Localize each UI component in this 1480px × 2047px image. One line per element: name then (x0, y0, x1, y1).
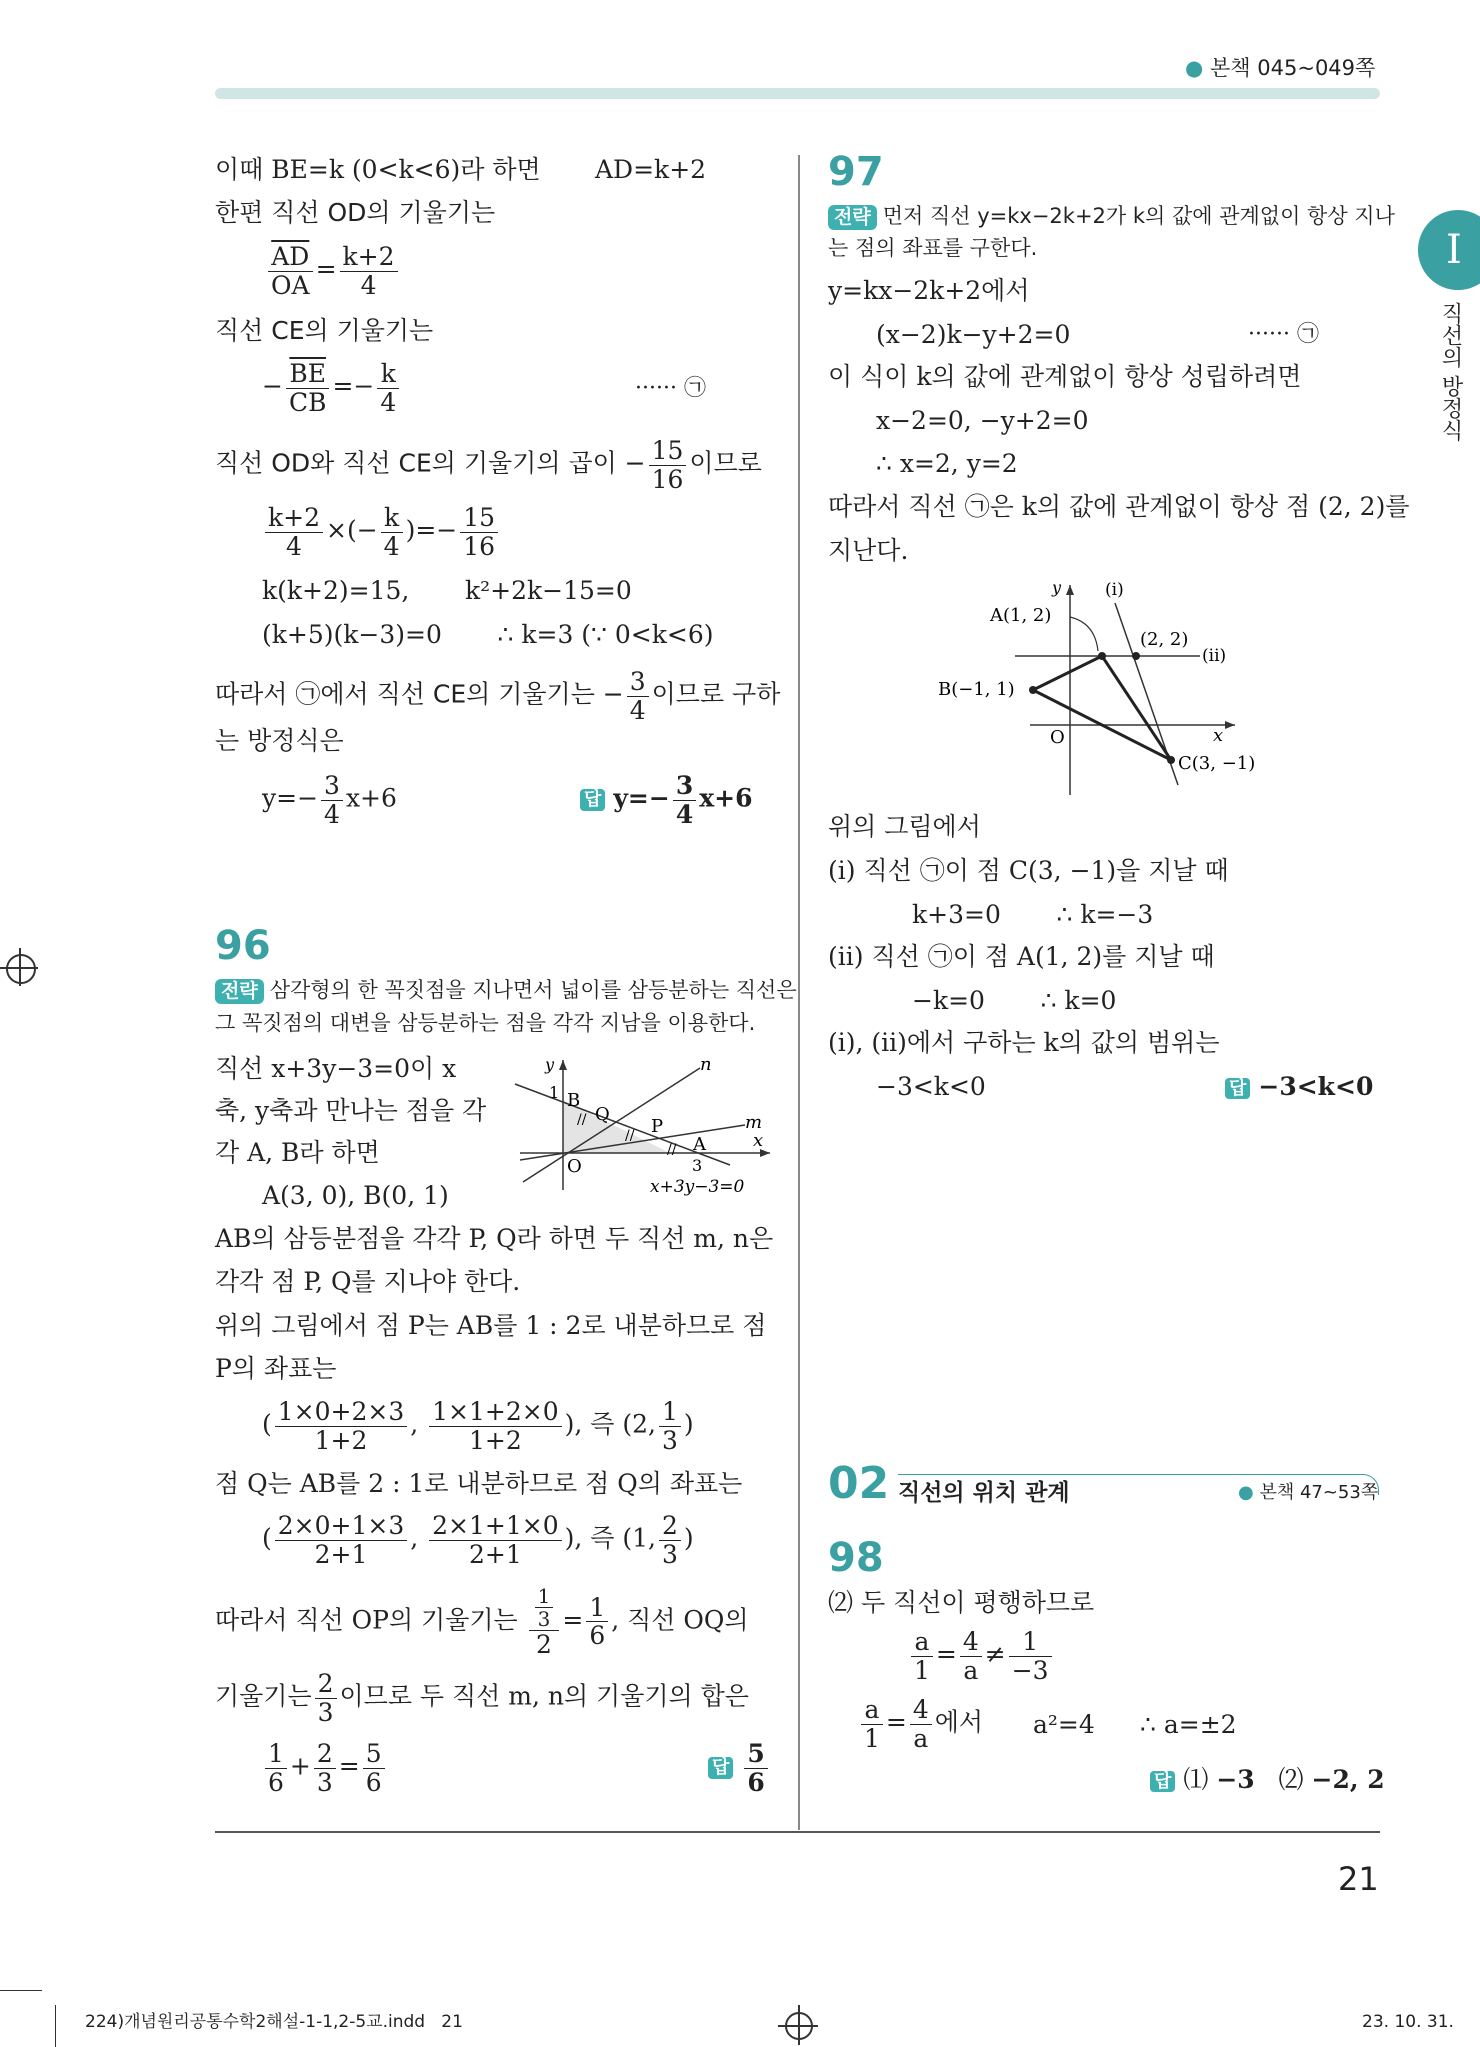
p96-text-5: AB의 삼등분점을 각각 P, Q라 하면 두 직선 m, n은 (215, 1224, 774, 1253)
p97-text-2: (x−2)k−y+2=0 (876, 320, 1071, 349)
parallel-condition: $\frac{a}{1}$ = $\frac{4}{a}$ ≠ $\frac{1}{-3}$ (908, 1628, 1055, 1684)
bottom-rule (215, 1831, 1380, 1833)
answer-96: 답 $\frac{5}{6}$ (708, 1740, 771, 1796)
header-ref-text: 본책 045~049쪽 (1210, 56, 1376, 80)
slope-sum: $\frac{1}{6}$ + $\frac{2}{3}$ = $\frac{5}{6}$ (262, 1740, 388, 1796)
section-number: 02 (828, 1458, 890, 1509)
final-equation: y=− $\frac{3}{4}$ x+6 (262, 771, 397, 829)
x-arrow-icon (1225, 721, 1235, 729)
footer-date: 23. 10. 31. (1362, 2012, 1454, 2032)
p96-text-10: 따라서 직선 OP의 기울기는 $\frac{\frac{1}{3}}{2}$ = $\frac{1}{6}$ , 직선 OQ의 (215, 1584, 749, 1659)
fig96-three: 3 (692, 1156, 703, 1175)
p98-solve: $\frac{a}{1}$ = $\frac{4}{a}$ 에서 (858, 1696, 983, 1752)
left-line-1: 이때 BE=k (0<k<6)라 하면 (215, 155, 541, 184)
chapter-title: 직선의 방정식 (1438, 302, 1463, 441)
crop-mark (0, 1990, 42, 1991)
p97-text-14: −3<k<0 (876, 1072, 986, 1101)
header-rule (215, 88, 1380, 99)
p97-strategy-2: 는 점의 좌표를 구한다. (828, 236, 1038, 260)
fig97-i: (i) (1105, 580, 1124, 600)
p96-strategy-2: 그 꼭짓점의 대변을 삼등분하는 점을 각각 지남을 이용한다. (215, 1011, 756, 1035)
p97-text-5: ∴ x=2, y=2 (876, 449, 1018, 478)
left-line-2: 한편 직선 OD의 기울기는 (215, 198, 496, 227)
p96-text-9: 점 Q는 AB를 2 : 1로 내분하므로 점 Q의 좌표는 (215, 1469, 743, 1498)
p97-text-7: 지난다. (828, 536, 909, 565)
point-q-coords: ( $\frac{2\times 0+1\times 3}{2+1}$ , $\frac{2\times 1+1\times 0}{2+1}$ ), 즉 (1, $\frac{2}{3}$ ) (262, 1511, 694, 1569)
fig96-one: 1 (549, 1083, 560, 1102)
p96-text-7: 위의 그림에서 점 P는 AB를 1 : 2로 내분하므로 점 (215, 1311, 767, 1340)
fig96-x: x (753, 1130, 764, 1151)
y-arrow-icon (559, 1060, 567, 1070)
p97-mark: ······ ㉠ (1248, 322, 1319, 347)
p97-text-11: (ii) 직선 ㉠이 점 A(1, 2)를 지날 때 (828, 942, 1215, 971)
fig97-ii: (ii) (1202, 646, 1227, 666)
strategy-tag: 전략 (828, 205, 877, 230)
equation-2: k(k+2)=15, k²+2k−15=0 (262, 576, 632, 605)
p96-text-2: 축, y축과 만나는 점을 각 (215, 1096, 487, 1125)
p96-text-6: 각각 점 P, Q를 지나야 한다. (215, 1267, 521, 1296)
p96-strategy-1: 전략 삼각형의 한 꼭짓점을 지나면서 넓이를 삼등분하는 직선은 (215, 978, 797, 1004)
fig97-O: O (1050, 727, 1065, 748)
fig97-C: C(3, −1) (1178, 753, 1256, 774)
p97-text-13: (i), (ii)에서 구하는 k의 값의 범위는 (828, 1028, 1220, 1057)
p98-text-3: a²=4 (1033, 1710, 1095, 1739)
fig96-line: x+3y−3=0 (650, 1177, 745, 1197)
p97-text-3: 이 식이 k의 값에 관계없이 항상 성립하려면 (828, 362, 1302, 391)
fig96-B: B (567, 1090, 581, 1111)
bullet-icon: ● (1185, 56, 1204, 80)
tick-mark: // (625, 1128, 635, 1144)
point-c (1167, 756, 1175, 764)
point-22 (1132, 652, 1140, 660)
p97-text-1: y=kx−2k+2에서 (828, 276, 1030, 305)
p97-text-4: x−2=0, −y+2=0 (876, 406, 1089, 435)
section-ref-text: 본책 47~53쪽 (1259, 1482, 1379, 1503)
answer-95: 답 y=− $\frac{3}{4}$ x+6 (580, 772, 752, 828)
answer-97: 답 −3<k<0 (1225, 1072, 1373, 1102)
left-line-1b: AD=k+2 (595, 155, 707, 184)
y-arrow-icon (1066, 585, 1074, 595)
fig96-m: m (745, 1112, 763, 1133)
equation-3: (k+5)(k−3)=0 ∴ k=3 (∵ 0<k<6) (262, 620, 714, 649)
p96-text-3: 각 A, B라 하면 (215, 1138, 380, 1167)
answer-98: 답 ⑴ −3 ⑵ −2, 2 (1150, 1765, 1385, 1795)
footer-file: 224)개념원리공통수학2해설-1-1,2-5교.indd 21 (85, 2012, 463, 2032)
p96-text-11: 기울기는 $\frac{2}{3}$ 이므로 두 직선 m, n의 기울기의 합은 (215, 1669, 749, 1727)
section-ref (1238, 1482, 1378, 1504)
slope-od: $\frac{\overline{AD}}{OA}$ = $\frac{k+2}{4}$ (265, 243, 401, 299)
strategy-tag: 전략 (215, 979, 264, 1004)
page-number: 21 (1338, 1860, 1379, 1898)
header-ref (1185, 56, 1375, 81)
point-b (1029, 686, 1037, 694)
registration-cross-v (19, 948, 21, 986)
section-title: 직선의 위치 관계 (898, 1480, 1070, 1506)
registration-mark-icon (6, 954, 36, 984)
p96-text-8: P의 좌표는 (215, 1354, 337, 1383)
column-divider (798, 155, 800, 1830)
fig97-P: (2, 2) (1140, 629, 1189, 650)
left-line-5: 따라서 ㉠에서 직선 CE의 기울기는 − $\frac{3}{4}$ 이므로 구하 (215, 667, 781, 725)
problem-96-number: 96 (215, 923, 271, 969)
p97-text-8: 위의 그림에서 (828, 812, 981, 841)
figure-96 (505, 1050, 775, 1200)
product-equation: $\frac{k+2}{4}$ ×(− $\frac{k}{4}$ )=− $\frac{15}{16}$ (262, 504, 501, 560)
fig96-P: P (651, 1116, 664, 1137)
tick-mark: // (667, 1142, 677, 1158)
p98-text-4: ∴ a=±2 (1140, 1710, 1237, 1739)
fig97-B: B(−1, 1) (938, 679, 1015, 700)
point-a (1098, 652, 1106, 660)
problem-97-number: 97 (828, 149, 884, 195)
fig96-O: O (567, 1156, 582, 1177)
point-p-coords: ( $\frac{1\times 0+2\times 3}{1+2}$ , $\frac{1\times 1+2\times 0}{1+2}$ ), 즉 (2, $\frac{1}{3}$ ) (262, 1397, 694, 1455)
fig97-A: A(1, 2) (990, 605, 1052, 626)
fig96-y: y (545, 1055, 555, 1074)
fig97-x: x (1213, 725, 1224, 746)
segment-ac (1102, 656, 1171, 760)
left-line-4: 직선 OD와 직선 CE의 기울기의 곱이 − $\frac{15}{16}$ 이므로 (215, 436, 762, 494)
p96-text-4: A(3, 0), B(0, 1) (262, 1181, 449, 1210)
segment-ab (1033, 656, 1102, 690)
p97-text-6: 따라서 직선 ㉠은 k의 값에 관계없이 항상 점 (2, 2)를 (828, 492, 1410, 521)
p97-text-9: (i) 직선 ㉠이 점 C(3, −1)을 지날 때 (828, 856, 1229, 885)
p97-strategy-1: 전략 먼저 직선 y=kx−2k+2가 k의 값에 관계없이 항상 지나 (828, 204, 1395, 230)
p97-text-12: −k=0 ∴ k=0 (912, 986, 1117, 1015)
chapter-number: I (1446, 227, 1462, 273)
fig96-A: A (693, 1134, 706, 1155)
bullet-icon: ● (1238, 1482, 1254, 1503)
figure-97 (930, 575, 1280, 805)
left-line-6: 는 방정식은 (215, 726, 344, 755)
problem-98-number: 98 (828, 1535, 884, 1581)
left-line-3: 직선 CE의 기울기는 (215, 316, 434, 345)
p98-text-1: ⑵ 두 직선이 평행하므로 (828, 1588, 1095, 1617)
crop-mark (55, 2005, 56, 2047)
fig97-y: y (1052, 578, 1062, 597)
tick-mark: // (577, 1112, 587, 1128)
p97-text-10: k+3=0 ∴ k=−3 (912, 900, 1154, 929)
registration-cross-v (798, 2005, 800, 2045)
p96-text-1: 직선 x+3y−3=0이 x (215, 1054, 457, 1083)
fig96-n: n (700, 1054, 712, 1075)
mark-1: ······ ㉠ (635, 376, 706, 401)
arrow-to-a (1070, 617, 1098, 651)
fig96-Q: Q (595, 1104, 610, 1125)
slope-ce: − $\frac{\overline{BE}}{CB}$ =− $\frac{k}{4}$ (262, 360, 402, 416)
